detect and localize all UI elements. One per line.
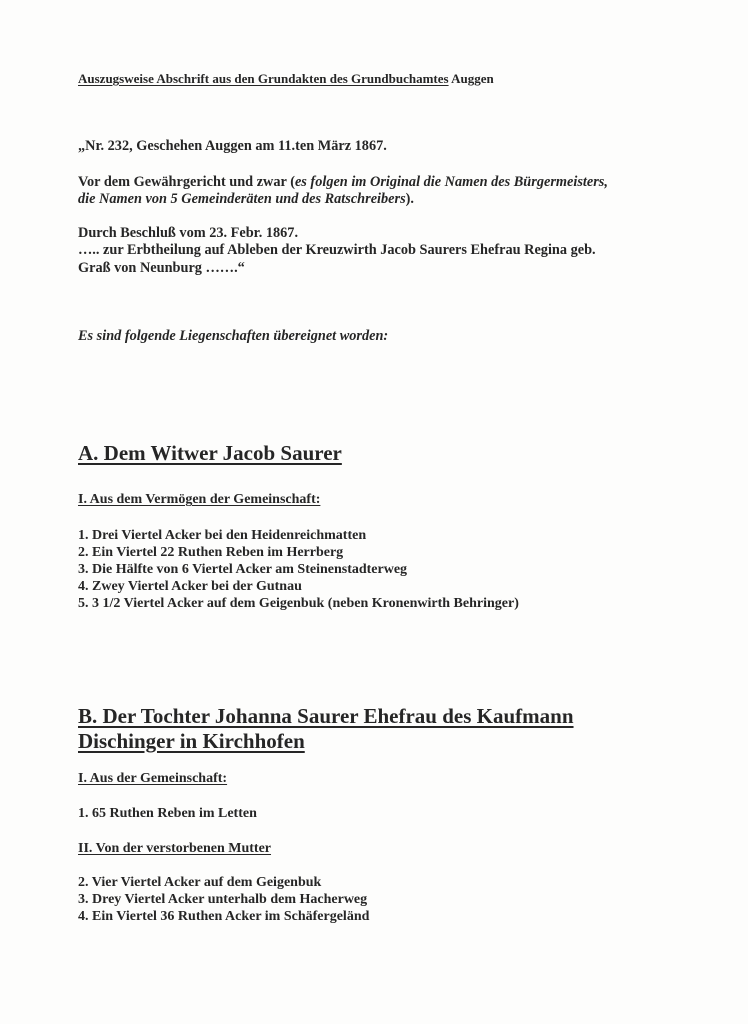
list-item: 2. Ein Viertel 22 Ruthen Reben im Herrberg [78, 545, 344, 560]
record-inherit-line2: Graß von Neunburg …….“ [78, 260, 245, 276]
section-b-subtitle-2: II. Von der verstorbenen Mutter [78, 841, 272, 856]
section-b-title-line2: Dischinger in Kirchhofen [78, 729, 305, 753]
header-underlined: Auszugsweise Abschrift aus den Grundakten des Grundbuchamtes [78, 71, 449, 86]
list-item: 1. 65 Ruthen Reben im Letten [78, 806, 257, 821]
list-item: 5. 3 1/2 Viertel Acker auf dem Geigenbuk (neben Kronenwirth Behringer) [78, 596, 519, 611]
section-a-subtitle: I. Aus dem Vermögen der Gemeinschaft: [78, 492, 321, 507]
document-header [78, 70, 494, 87]
record-line-number: „Nr. 232, Geschehen Auggen am 11.ten März 1867. [78, 138, 387, 154]
section-b-subtitle-1: I. Aus der Gemeinschaft: [78, 771, 228, 786]
section-b-title-line1: B. Der Tochter Johanna Saurer Ehefrau des Kaufmann [78, 704, 574, 728]
section-a-list [78, 527, 519, 612]
list-item: 4. Ein Viertel 36 Ruthen Acker im Schäfergeländ [78, 909, 370, 924]
record-decision: Durch Beschluß vom 23. Febr. 1867. [78, 225, 299, 241]
section-b-list-2 [78, 874, 369, 925]
list-item: 3. Die Hälfte von 6 Viertel Acker am Steinenstadterweg [78, 562, 408, 577]
intro-statement: Es sind folgende Liegenschaften übereignet worden: [78, 328, 389, 344]
header-rest: Auggen [448, 71, 494, 86]
list-item: 3. Drey Viertel Acker unterhalb dem Hacherweg [78, 892, 368, 907]
list-item: 1. Drei Viertel Acker bei den Heidenreichmatten [78, 528, 367, 543]
court-line2-end: ). [405, 191, 414, 207]
court-intro: Vor dem Gewährgericht und zwar ( [78, 174, 295, 190]
list-item: 4. Zwey Viertel Acker bei der Gutnau [78, 579, 302, 594]
section-a-title: A. Dem Witwer Jacob Saurer [78, 441, 342, 465]
section-b-list-1 [78, 805, 257, 822]
record-court-line1 [78, 174, 608, 191]
record-inherit-line1: ….. zur Erbtheilung auf Ableben der Kreuzwirth Jacob Saurers Ehefrau Regina geb. [78, 242, 596, 258]
court-line2-italic: die Namen von 5 Gemeinderäten und des Ratschreibers [78, 191, 406, 207]
record-court-line2 [78, 191, 414, 208]
court-italic: es folgen im Original die Namen des Bürgermeisters, [294, 174, 608, 190]
list-item: 2. Vier Viertel Acker auf dem Geigenbuk [78, 875, 322, 890]
